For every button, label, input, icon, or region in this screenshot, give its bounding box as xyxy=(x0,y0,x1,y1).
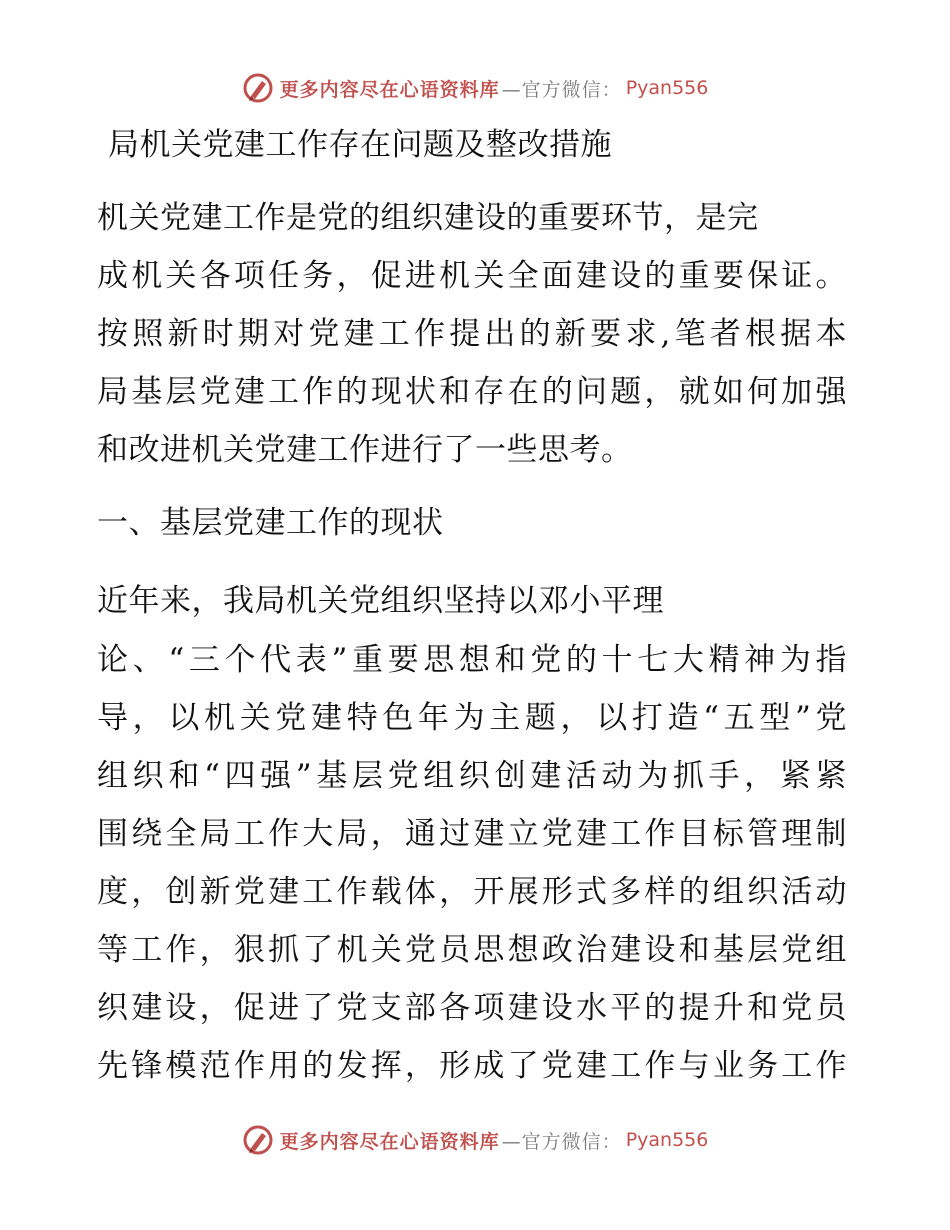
watermark-brand-text: 更多内容尽在心语资料库 xyxy=(279,1130,500,1153)
header-watermark xyxy=(0,72,950,104)
body-line: 先锋模范作用的发挥，形成了党建工作与业务工作 xyxy=(97,1048,847,1084)
body-line: 成机关各项任务，促进机关全面建设的重要保证。 xyxy=(97,258,847,294)
watermark-brand-text: 更多内容尽在心语资料库 xyxy=(279,78,500,101)
body-line: 和改进机关党建工作进行了一些思考。 xyxy=(97,432,633,468)
pen-logo-icon xyxy=(242,72,274,104)
pen-logo-icon xyxy=(242,1124,274,1156)
body-line: 导，以机关党建特色年为主题，以打造“五型”党 xyxy=(97,700,847,736)
body-line: 织建设，促进了党支部各项建设水平的提升和党员 xyxy=(97,990,847,1026)
body-line: 论、“三个代表”重要思想和党的十七大精神为指 xyxy=(97,642,847,678)
body-line: 机关党建工作是党的组织建设的重要环节，是完 xyxy=(97,200,759,236)
watermark-label-text: —官方微信： xyxy=(501,1130,622,1153)
section-heading: 一、基层党建工作的现状 xyxy=(97,505,444,541)
body-line: 等工作，狠抓了机关党员思想政治建设和基层党组 xyxy=(97,932,847,968)
body-line: 组织和“四强”基层党组织创建活动为抓手，紧紧 xyxy=(97,758,847,794)
document-title: 局机关党建工作存在问题及整改措施 xyxy=(108,127,612,163)
footer-watermark xyxy=(0,1124,950,1156)
body-line: 围绕全局工作大局，通过建立党建工作目标管理制 xyxy=(97,816,847,852)
watermark-wechat-id: Pyan556 xyxy=(625,77,709,99)
watermark-wechat-id: Pyan556 xyxy=(625,1129,709,1151)
body-line: 近年来，我局机关党组织坚持以邓小平理 xyxy=(97,583,664,619)
body-line: 度，创新党建工作载体，开展形式多样的组织活动 xyxy=(97,874,847,910)
watermark-label-text: —官方微信： xyxy=(501,78,622,101)
body-line: 局基层党建工作的现状和存在的问题，就如何加强 xyxy=(97,374,847,410)
body-line: 按照新时期对党建工作提出的新要求,笔者根据本 xyxy=(97,316,847,352)
